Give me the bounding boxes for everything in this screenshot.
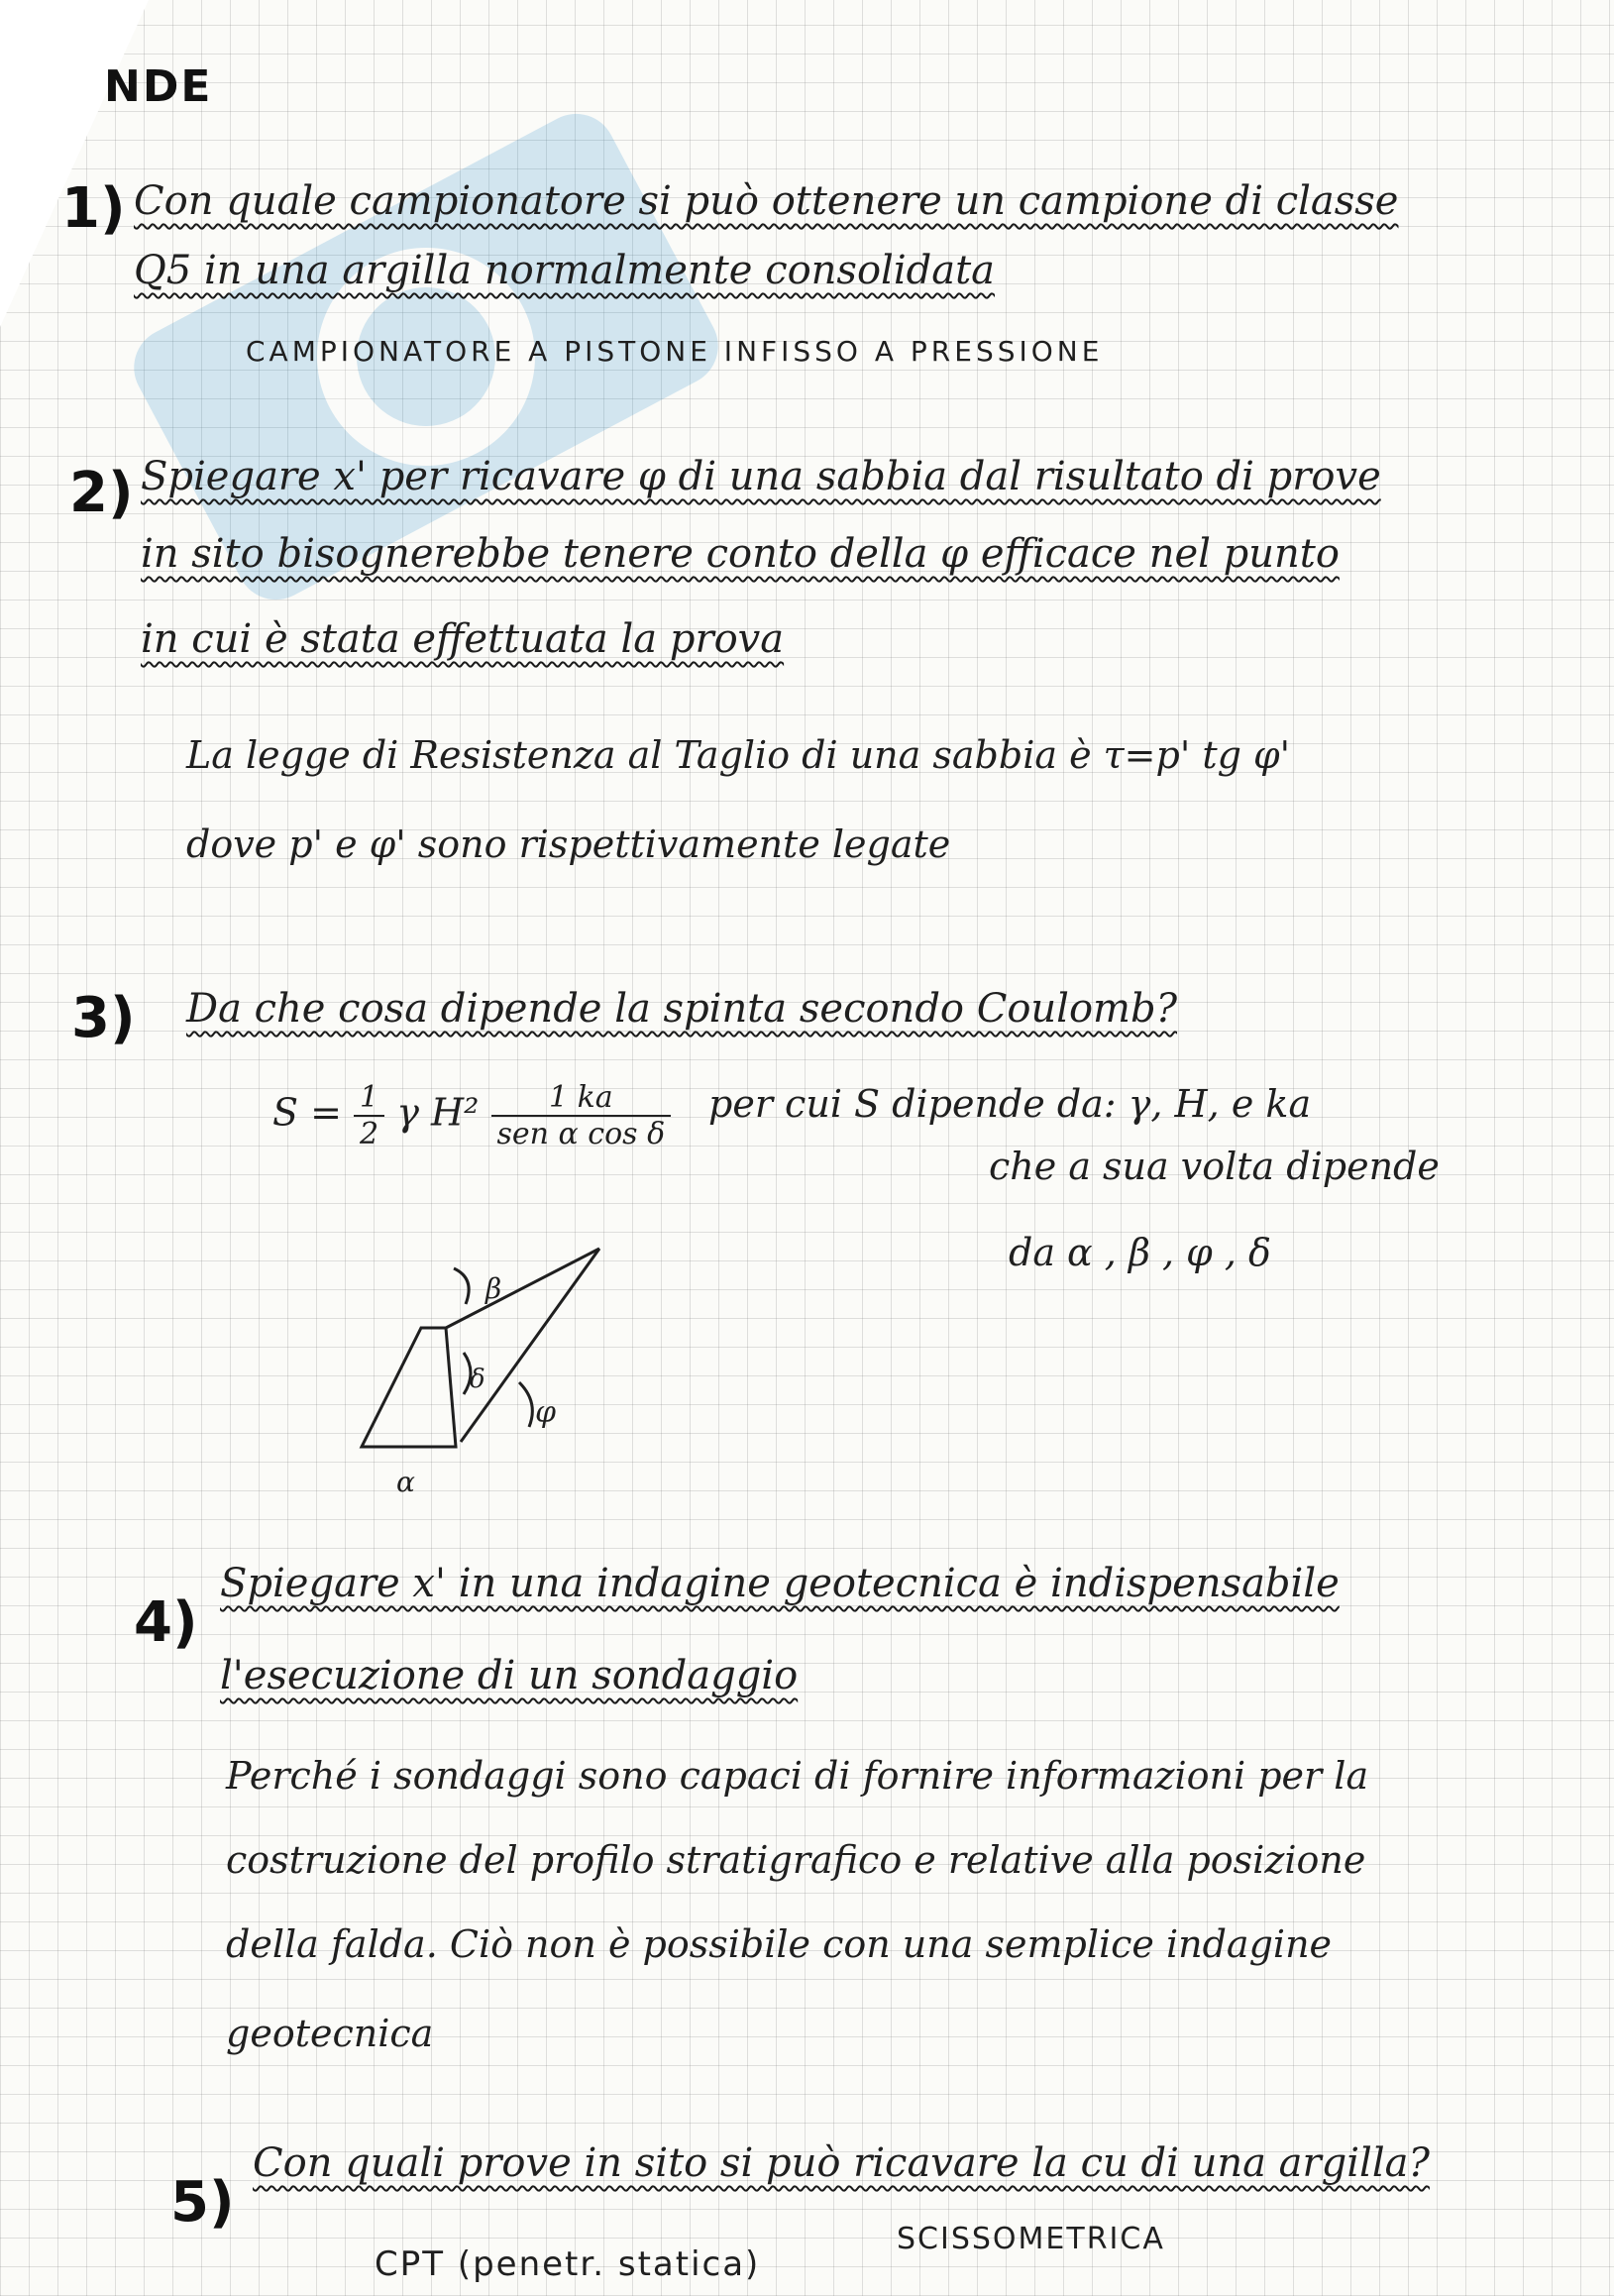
answer-line: CAMPIONATORE A PISTONE INFISSO A PRESSIONE: [246, 335, 1104, 368]
answer-line: CPT (penetr. statica): [375, 2244, 761, 2284]
answer-line: della falda. Ciò non è possibile con una semplice indagine: [226, 1922, 1333, 1966]
answer-line: per cui S dipende da: γ, H, e ka: [708, 1082, 1312, 1126]
answer-line: che a sua volta dipende: [989, 1145, 1440, 1188]
answer-line: SCISSOMETRICA: [897, 2222, 1165, 2256]
formula-half: [354, 1080, 384, 1151]
retaining-wall-diagram: [337, 1239, 634, 1506]
question-line: Spiegare x' per ricavare φ di una sabbia dal risultato di prove: [141, 454, 1381, 499]
phi-label: φ: [535, 1395, 557, 1430]
half-numerator: 1: [354, 1080, 384, 1117]
question-number: 5): [170, 2170, 235, 2235]
answer-line: dove p' e φ' sono rispettivamente legate: [186, 822, 951, 866]
question-line: Con quali prove in sito si può ricavare la cu di una argilla?: [253, 2140, 1430, 2186]
beta-label: β: [485, 1272, 502, 1305]
question-line: in sito bisognerebbe tenere conto della φ efficace nel punto: [141, 531, 1340, 577]
formula-fraction: [491, 1080, 672, 1151]
answer-line: Perché i sondaggi sono capaci di fornire informazioni per la: [226, 1754, 1369, 1798]
half-denominator: 2: [360, 1117, 379, 1151]
formula-middle: γ H²: [396, 1090, 480, 1135]
question-number: 1): [61, 176, 126, 241]
coulomb-formula: [272, 1080, 671, 1151]
question-line: l'esecuzione di un sondaggio: [220, 1653, 799, 1698]
delta-label: δ: [470, 1365, 485, 1394]
formula-lhs: S =: [272, 1090, 342, 1135]
question-number: 3): [71, 986, 136, 1050]
question-line: Con quale campionatore si può ottenere un campione di classe: [134, 178, 1399, 224]
question-number: 2): [69, 461, 134, 525]
page-title: NDE: [104, 61, 213, 112]
answer-line: da α , β , φ , δ: [1009, 1231, 1271, 1274]
answer-line: geotecnica: [226, 2012, 434, 2055]
question-line: Da che cosa dipende la spinta secondo Coulomb?: [186, 986, 1178, 1032]
answer-line: costruzione del profilo stratigrafico e relative alla posizione: [226, 1838, 1366, 1882]
folded-corner: [0, 0, 149, 327]
fraction-numerator: 1 ka: [491, 1080, 672, 1117]
question-line: Q5 in una argilla normalmente consolidata: [134, 248, 996, 293]
question-number: 4): [134, 1590, 198, 1655]
alpha-label: α: [396, 1466, 415, 1498]
answer-line: La legge di Resistenza al Taglio di una sabbia è τ=p' tg φ': [186, 733, 1291, 777]
question-line: in cui è stata effettuata la prova: [141, 616, 785, 662]
fraction-denominator: sen α cos δ: [496, 1117, 666, 1151]
question-line: Spiegare x' in una indagine geotecnica è indispensabile: [220, 1561, 1340, 1606]
